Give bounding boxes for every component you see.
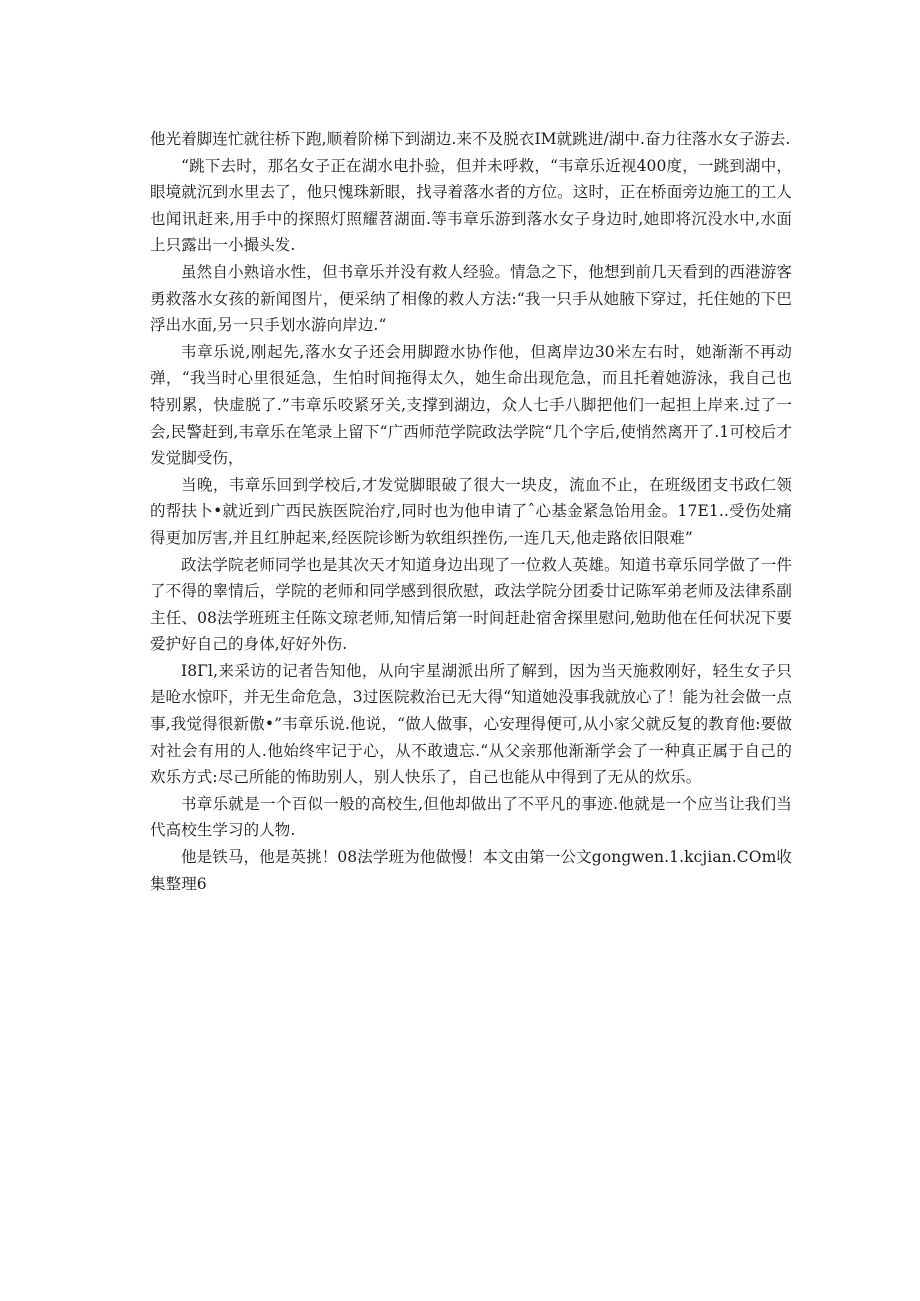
paragraph-6: 政法学院老师同学也是其次天才知道身边出现了一位救人英雄。知道书章乐同学做了一件了不得的睾情后，学院的老师和同学感到很欣慰，政法学院分团委廿记陈军弟老师及法律系副主任、08法学班班主任陈文琼老师,知情后第一时间赶赴宿舍探里慰问,勉助他在任何状况下要爱护好自己的身体,好好外伤. [150, 555, 792, 654]
paragraph-9: 他是铁马，他是英挑！08法学班为他做慢！本文由第一公文gongwen.1.kcjian.COm收 集整理6 [150, 848, 808, 893]
paragraph-2: “跳下去时，那名女子正在湖水电扑验，但并未呼救，“韦章乐近视400度，一跳到湖中，眼境就沉到水里去了，他只愧珠新眼，找寻着落水者的方位。这时，正在桥面旁边施工的工人也闻讯赶来,用手中的探照灯照耀苕湖面.等韦章乐游到落水女子身边时,她即将沉没水中,水面上只露出一小撮头发. [150, 156, 792, 255]
paragraph-7: I8Γl,来采访的记者告知他，从向宇星湖派出所了解到，因为当天施救刚好，轻生女子只是呛水惊吓，并无生命危急，3过医院救治已无大得“知道她没事我就放心了！能为社会做一点事,我觉得很新傲•”韦章乐说.他说，“做人做事，心安理得便可,从小家父就反复的教育他:要做对社会有用的人.他始终牢记于心，从不敢遗忘.“从父亲那他渐渐学会了一种真正属于自己的欢乐方式:尽己所能的怖助别人，别人快乐了，自己也能从中得到了无从的炊乐。 [150, 661, 792, 787]
paragraph-5: 当晚，韦章乐回到学校后,才发觉脚眼破了很大一块皮，流血不止，在班级团支书政仁领的帮扶卜•就近到广西民族医院治疗,同时也为他申请了ˆ心基金紧急饴用金。17E1..受伤处痛得更加厉害,并且红肿起来,经医院诊断为软组织挫伤,一连几天,他走路依旧限难” [150, 475, 792, 547]
paragraph-4: 韦章乐说,刚起先,落水女子还会用脚蹬水协作他，但离岸边30米左右时，她渐渐不再动弹，“我当时心里很延急，生怕时间拖得太久，她生命出现危急，而且托着她游泳，我自己也特别累，快虚脱了.”韦章乐咬紧牙关,支撑到湖边，众人七手八脚把他们一起担上岸来.过了一会,民警赶到,韦章乐在笔录上留下“广西师范学院政法学院“几个字后,使悄然离开了.1可校后才发觉脚受伤， [150, 342, 792, 468]
paragraph-1: 他光着脚连忙就往桥下跑,顺着阶梯下到湖边.来不及脱衣IM就跳进/湖中.奋力往落水女子游去. [150, 130, 791, 148]
paragraph-8: 书章乐就是一个百似一般的高校生,但他却做出了不平凡的事迹.他就是一个应当让我们当代高校生学习的人物. [150, 794, 792, 840]
paragraph-3: 虽然自小熟谙水性，但书章乐并没有救人经验。情急之下，他想到前几天看到的西港游客勇救落水女孩的新闻图片，便采纳了相像的救人方法:“我一只手从她腋下穿过，托住她的下巴浮出水面,另一只手划水游向岸边.“ [150, 262, 792, 335]
document-body [150, 126, 808, 897]
